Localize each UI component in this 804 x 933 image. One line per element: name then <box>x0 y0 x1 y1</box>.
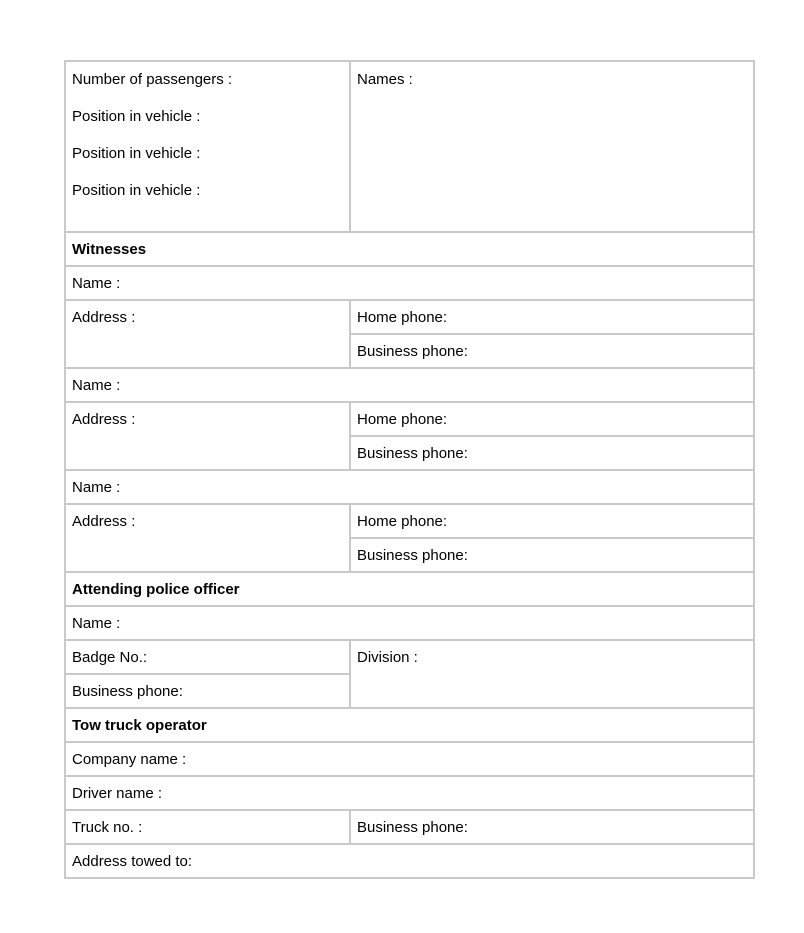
position-in-vehicle-label: Position in vehicle : <box>72 182 201 199</box>
address-towed-to-label: Address towed to: <box>72 853 193 870</box>
passengers-row <box>65 61 754 232</box>
truck-number-label: Truck no. : <box>72 819 143 836</box>
witnesses-heading-row <box>65 232 754 266</box>
witness-name-label: Name : <box>72 275 121 292</box>
witness-address-row <box>65 402 754 436</box>
tow-driver-row <box>65 776 754 810</box>
witness-address-row <box>65 504 754 538</box>
position-in-vehicle-label: Position in vehicle : <box>72 145 201 162</box>
tow-heading: Tow truck operator <box>65 708 754 742</box>
witness-home-phone-label: Home phone: <box>357 411 448 428</box>
police-business-phone-field[interactable] <box>65 674 350 708</box>
witness-name-row <box>65 470 754 504</box>
witness-home-phone-field[interactable] <box>350 300 754 334</box>
witness-business-phone-field[interactable] <box>350 436 754 470</box>
witness-business-phone-label: Business phone: <box>357 343 468 360</box>
police-heading-row <box>65 572 754 606</box>
tow-business-phone-field[interactable] <box>350 810 754 844</box>
police-heading: Attending police officer <box>65 572 754 606</box>
police-business-phone-label: Business phone: <box>72 683 183 700</box>
tow-company-row <box>65 742 754 776</box>
tow-truck-row <box>65 810 754 844</box>
witnesses-heading: Witnesses <box>65 232 754 266</box>
tow-heading-row <box>65 708 754 742</box>
police-name-row <box>65 606 754 640</box>
witness-address-label: Address : <box>72 411 136 428</box>
witness-address-row <box>65 300 754 334</box>
company-name-field[interactable] <box>65 742 754 776</box>
address-towed-to-field[interactable] <box>65 844 754 878</box>
driver-name-label: Driver name : <box>72 785 163 802</box>
witness-business-phone-field[interactable] <box>350 334 754 368</box>
company-name-label: Company name : <box>72 751 187 768</box>
witness-home-phone-field[interactable] <box>350 504 754 538</box>
witness-home-phone-field[interactable] <box>350 402 754 436</box>
tow-business-phone-label: Business phone: <box>357 819 468 836</box>
witness-business-phone-label: Business phone: <box>357 445 468 462</box>
witness-business-phone-label: Business phone: <box>357 547 468 564</box>
passengers-cell[interactable] <box>65 61 350 232</box>
witness-name-label: Name : <box>72 479 121 496</box>
witness-address-field[interactable] <box>65 300 350 368</box>
number-of-passengers-label: Number of passengers : <box>72 71 233 88</box>
witness-address-label: Address : <box>72 513 136 530</box>
tow-address-row <box>65 844 754 878</box>
witness-name-field[interactable] <box>65 266 754 300</box>
witness-address-field[interactable] <box>65 402 350 470</box>
badge-number-label: Badge No.: <box>72 649 148 666</box>
witness-home-phone-label: Home phone: <box>357 513 448 530</box>
police-name-label: Name : <box>72 615 121 632</box>
witness-name-field[interactable] <box>65 470 754 504</box>
police-badge-row <box>65 640 754 674</box>
badge-number-field[interactable] <box>65 640 350 674</box>
driver-name-field[interactable] <box>65 776 754 810</box>
division-field[interactable] <box>350 640 754 708</box>
witness-name-row <box>65 266 754 300</box>
witness-name-label: Name : <box>72 377 121 394</box>
division-label: Division : <box>357 649 418 666</box>
witness-name-field[interactable] <box>65 368 754 402</box>
witness-address-label: Address : <box>72 309 136 326</box>
witness-name-row <box>65 368 754 402</box>
position-in-vehicle-label: Position in vehicle : <box>72 108 201 125</box>
witness-address-field[interactable] <box>65 504 350 572</box>
witness-business-phone-field[interactable] <box>350 538 754 572</box>
passenger-names-field[interactable] <box>350 61 754 232</box>
witness-home-phone-label: Home phone: <box>357 309 448 326</box>
police-name-field[interactable] <box>65 606 754 640</box>
accident-report-form <box>64 60 755 879</box>
passenger-names-label: Names : <box>357 71 413 88</box>
truck-number-field[interactable] <box>65 810 350 844</box>
